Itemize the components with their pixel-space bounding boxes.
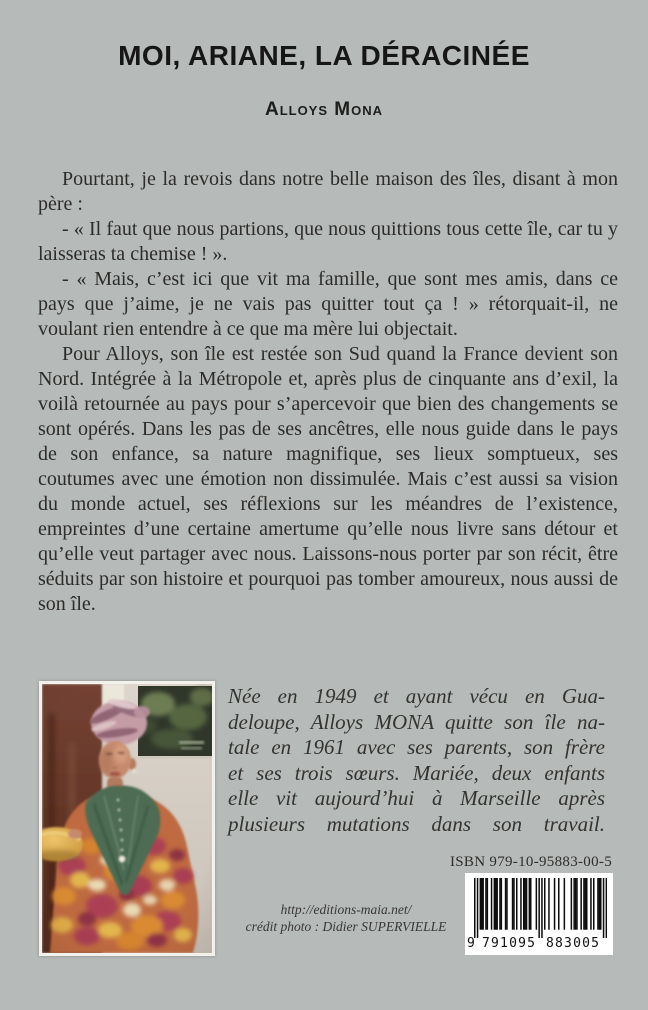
barcode-digit-group1: 791095 [482,936,537,951]
book-title: MOI, ARIANE, LA DÉRACINÉE [118,40,530,71]
publisher-url: http://editions-maia.net/ [280,902,412,917]
author-name: Alloys Mona [264,99,384,120]
bio-line: Née en 1949 et ayant vécu en Gua- [228,684,605,708]
author-photo [39,681,215,956]
barcode-digits [465,873,613,955]
bio-line: plusieurs mutations dans son travail. [228,811,605,836]
ean13-barcode [465,873,613,955]
synopsis-paragraph: Pourtant, je la revois dans notre belle maison des îles, disant à mon père : [38,168,618,215]
bio-line: deloupe, Alloys MONA quitte son île na- [228,709,605,734]
synopsis-text [38,167,618,617]
author-bio [228,684,605,838]
photo-credit: crédit photo : Didier SUPERVIELLE [245,919,447,934]
synopsis-paragraph: - « Il faut que nous partions, que nous quittions tous cette île, car tu y laisseras ta chemise ! ». [38,218,618,265]
barcode-digit-group2: 883005 [546,936,601,951]
synopsis-paragraph: - « Mais, c’est ici que vit ma famille, que sont mes amis, dans ce pays que j’aime, je ne vais pas quitter tout ça ! » rétorquait-il, ne voulant rien entendre à ce que ma mère lui objectait. [38,268,618,340]
bio-line: elle vit aujourd’hui à Marseille après [228,786,605,811]
publisher-credits [232,901,460,935]
bio-line: et ses trois sœurs. Mariée, deux enfants [228,760,605,785]
barcode-digit-first: 9 [467,936,475,951]
synopsis-paragraph: Pour Alloys, son île est restée son Sud quand la France devient son Nord. Intégrée à la Métropole et, après plus de cinquante ans d’exil, la voilà retournée au pays pour s’apercevoir que bien des changements se sont opérés. Dans les pas de ses ancêtres, elle nous guide dans le pays de son enfance, sa nature magnifique, ses lieux somptueux, ses coutumes avec une émotion non dissimulée. Mais c’est aussi sa vision du monde actuel, ses réflexions sur les méandres de l’existence, empreintes d’une certaine amertume qu’elle nous livre sans détour et qu’elle veut partager avec nous. Laissons-nous porter par son récit, être séduits par son histoire et pourquoi pas tomber amoureux, nous aussi de son île. [38,343,618,615]
bio-line: tale en 1961 avec ses parents, son frère [228,735,605,760]
photo-illustration [42,684,212,953]
isbn-label: ISBN 979-10-95883-00-5 [449,854,612,870]
